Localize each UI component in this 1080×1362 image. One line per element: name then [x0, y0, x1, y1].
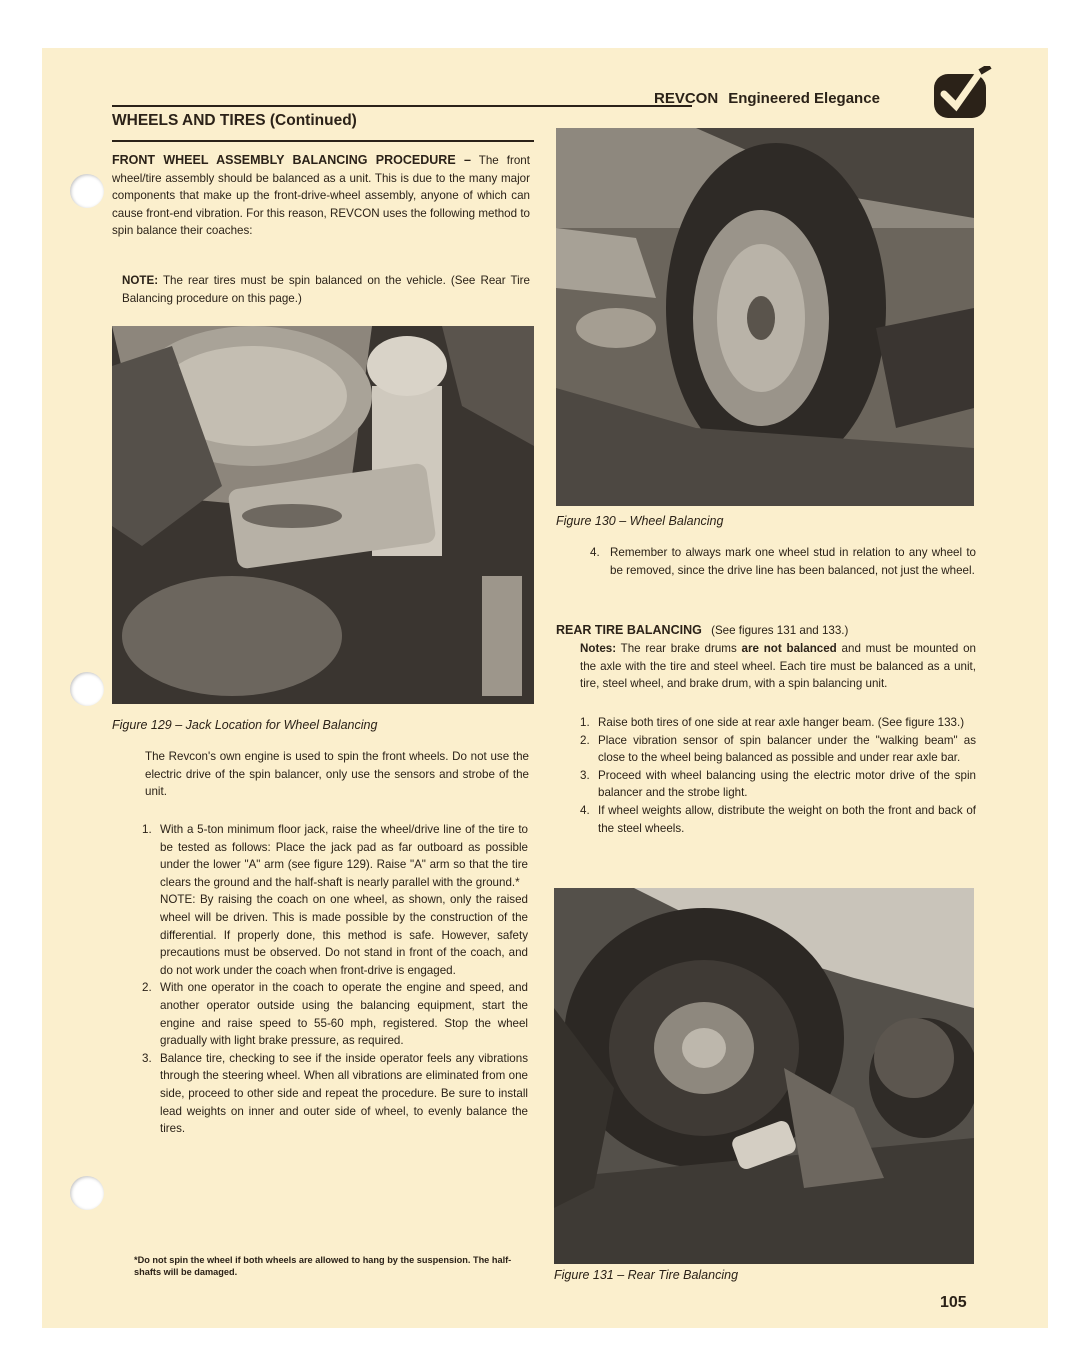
- binder-hole-middle: [70, 672, 104, 706]
- step-number: 2.: [142, 981, 152, 995]
- page-number: 105: [940, 1294, 967, 1311]
- list-item: [142, 1050, 528, 1138]
- step-text: Proceed with wheel balancing using the electric motor drive of the spin balancer and the strobe light.: [598, 768, 976, 800]
- notes-label: Notes:: [580, 642, 617, 655]
- front-step-4: [590, 544, 976, 579]
- step-text: Raise both tires of one side at rear axle hanger beam. (See figure 133.): [598, 716, 965, 729]
- rear-notes: [580, 640, 976, 693]
- footnote: *Do not spin the wheel if both wheels are allowed to hang by the suspension. The half-shafts will be damaged.: [134, 1255, 512, 1277]
- note-block: [122, 272, 530, 307]
- procedure-intro: The front wheel/tire assembly should be balanced as a unit. This is due to the many major components that make up the front-drive-wheel assembly, anyone of which can cause front-end vibration. For this reason, REVCON uses the following method to spin balance their coaches:: [112, 154, 530, 238]
- step-text: With a 5-ton minimum floor jack, raise the wheel/drive line of the tire to be tested as follows: Place the jack pad as far outboard as possible under the lower "A" arm (see figure 129). Raise "A" arm so that the tire clears the ground and the half-shaft is nearly parallel with the ground.*: [160, 823, 528, 889]
- rear-heading-ref: (See figures 131 and 133.): [711, 624, 849, 637]
- step-text: NOTE: By raising the coach on one wheel, as shown, only the raised wheel will be driven. This is made possible by the construction of the differential. If properly done, this method is safe. However, safety precautions must be observed. Do not stand in front of the coach, and do not work under the coach when front-drive is engaged.: [160, 893, 528, 977]
- list-item: [580, 714, 976, 732]
- list-item: [590, 544, 976, 579]
- rear-heading-line: [556, 622, 848, 640]
- figure-131-photo: [554, 888, 974, 1264]
- binder-hole-bottom: [70, 1176, 104, 1210]
- manual-page: [42, 48, 1048, 1328]
- step-number: 4.: [590, 546, 600, 559]
- step-number: 4.: [580, 803, 590, 817]
- figure-130-caption: Figure 130 – Wheel Balancing: [556, 514, 724, 528]
- binder-hole-top: [70, 174, 104, 208]
- notes-text-post: and must be mounted on the axle with the tire and steel wheel. Each tire must be balanced as a unit, tire, steel wheel, and brake drum, with a spin balancing unit.: [580, 642, 976, 691]
- engine-paragraph: The Revcon's own engine is used to spin the front wheels. Do not use the electric drive of the spin balancer, only use the sensors and strobe of the unit.: [145, 750, 529, 799]
- brand-line: [654, 90, 880, 107]
- brand-tagline: Engineered Elegance: [728, 90, 880, 107]
- revcon-logo-icon: [930, 66, 994, 122]
- step-text: If wheel weights allow, distribute the weight on both the front and back of the steel wheels.: [598, 803, 976, 835]
- step-text: With one operator in the coach to operate the engine and speed, and another operator outside using the balancing equipment, start the engine and raise speed to 55-60 mph, registered. Stop the wheel gradually with light brake pressure, as required.: [160, 981, 528, 1048]
- step-number: [142, 891, 160, 979]
- figure-129-caption: Figure 129 – Jack Location for Wheel Balancing: [112, 718, 378, 732]
- rear-heading: REAR TIRE BALANCING: [556, 623, 702, 637]
- step-number: 3.: [580, 768, 590, 782]
- list-item: [580, 732, 976, 767]
- notes-text-bold: are not balanced: [741, 642, 837, 655]
- step-number: 3.: [142, 1051, 152, 1065]
- header-rule: [112, 105, 692, 107]
- notes-text-pre: The rear brake drums: [620, 642, 737, 655]
- section-title: WHEELS AND TIRES (Continued): [112, 112, 357, 129]
- list-item: [142, 891, 528, 979]
- step-number: 1.: [142, 823, 152, 836]
- brand-name: REVCON: [654, 90, 719, 107]
- step-number: 1.: [580, 716, 590, 729]
- procedure-intro-block: [112, 152, 530, 240]
- list-item: [142, 979, 528, 1049]
- note-label: NOTE:: [122, 274, 159, 287]
- rear-steps-list: [580, 714, 976, 837]
- front-steps-list: [142, 821, 528, 1138]
- figure-130-photo: [556, 128, 974, 506]
- figure-129-photo: [112, 326, 534, 704]
- procedure-heading: FRONT WHEEL ASSEMBLY BALANCING PROCEDURE –: [112, 153, 471, 167]
- list-item: [142, 821, 528, 891]
- step-text: Place vibration sensor of spin balancer under the "walking beam" as close to the wheel being balanced as possible and under rear axle bar.: [598, 733, 976, 765]
- title-rule: [112, 140, 534, 142]
- step-text: Remember to always mark one wheel stud in relation to any wheel to be removed, since the drive line has been balanced, not just the wheel.: [610, 546, 976, 577]
- step-text: Balance tire, checking to see if the inside operator feels any vibrations through the steering wheel. When all vibrations are eliminated from one side, proceed to other side and repeat the procedure. Be sure to install lead weights on inner and outer side of wheel, to evenly balance the tires.: [160, 1051, 528, 1136]
- note-text: The rear tires must be spin balanced on the vehicle. (See Rear Tire Balancing procedure on this page.): [122, 274, 530, 305]
- list-item: [580, 767, 976, 802]
- list-item: [580, 802, 976, 837]
- step-number: 2.: [580, 733, 590, 747]
- figure-131-caption: Figure 131 – Rear Tire Balancing: [554, 1268, 739, 1282]
